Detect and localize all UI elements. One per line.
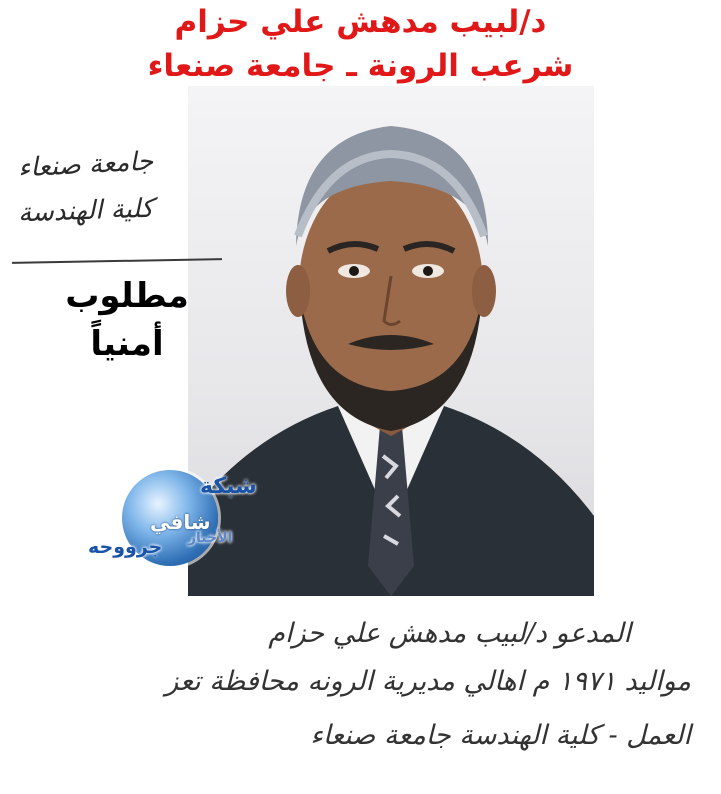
wanted-label-line2: أمنياً xyxy=(90,324,164,364)
title-name: د/لبيب مدهش علي حزام xyxy=(174,4,547,40)
watermark-name: شافي xyxy=(150,510,211,534)
title-affiliation: شرعب الرونة ـ جامعة صنعاء xyxy=(147,48,574,84)
watermark-network: شبكة xyxy=(200,474,257,499)
handwritten-faculty: كلية الهندسة xyxy=(17,193,154,229)
watermark-news: الأخبار xyxy=(188,530,233,546)
caption-work: العمل - كلية الهندسة جامعة صنعاء xyxy=(310,720,691,751)
caption-birth: مواليد ١٩٧١ م اهالي مديرية الرونه محافظة تعز xyxy=(165,666,691,697)
wanted-label-line1: مطلوب xyxy=(65,276,189,316)
news-watermark-logo xyxy=(88,462,288,582)
watermark-site: جرووحه xyxy=(88,536,163,558)
caption-name: المدعو د/لبيب مدهش علي حزام xyxy=(268,618,631,649)
handwritten-university: جامعة صنعاء xyxy=(17,146,154,184)
